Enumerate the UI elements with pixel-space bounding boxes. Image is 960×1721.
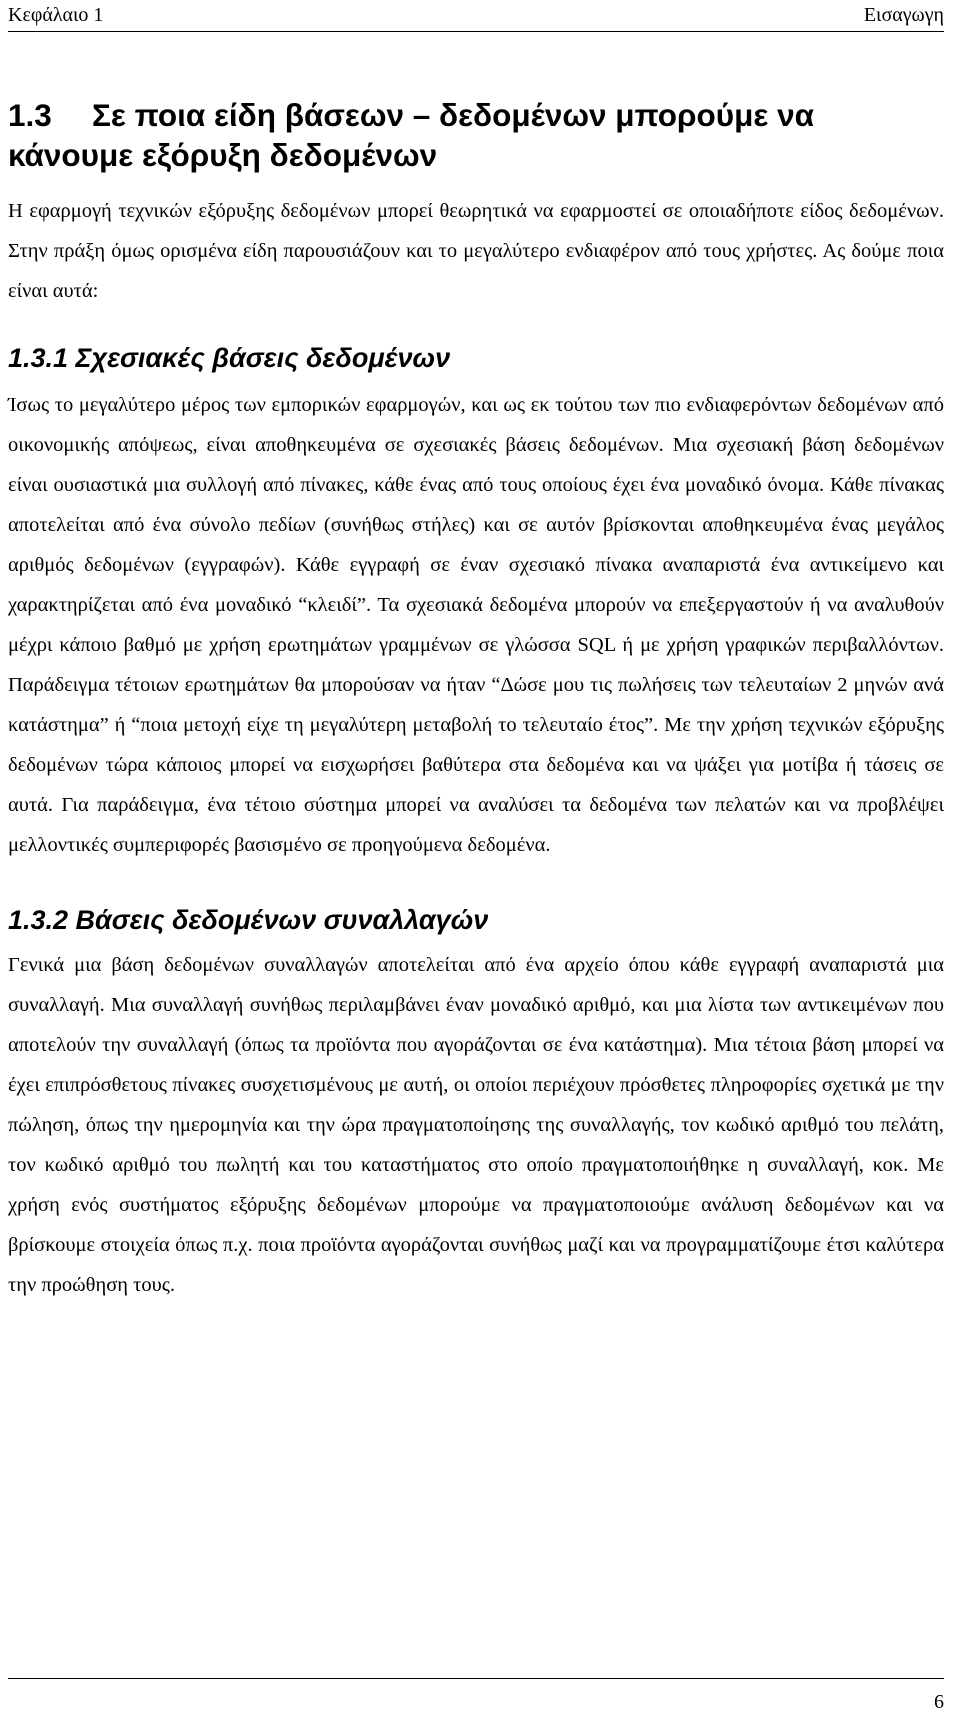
subsection-heading-transactional: 1.3.2 Βάσεις δεδομένων συναλλαγών (8, 905, 489, 935)
relational-paragraph: Ίσως το μεγαλύτερο μέρος των εμπορικών εφαρμογών, και ως εκ τούτου των πιο ενδιαφερόντων δεδομένων από οικονομικής απόψεως, είναι αποθηκευμένα σε σχεσιακές βάσεις δεδομένων. Μια σχεσιακή βάση δεδομένων είναι ουσιαστικά μια συλλογή από πίνακες, κάθε ένας από τους οποίους έχει ένα μοναδικό όνομα. Κάθε πίνακας αποτελείται από ένα σύνολο πεδίων (συνήθως στήλες) και σε αυτόν βρίσκονται αποθηκευμένα ένας μεγάλος αριθμός δεδομένων (εγγραφών). Κάθε εγγραφή σε έναν σχεσιακό πίνακα αναπαριστά ένα αντικείμενο και χαρακτηρίζεται από ένα μοναδικό “κλειδί”. Τα σχεσιακά δεδομένα μπορούν να επεξεργαστούν ή να αναλυθούν μέχρι κάποιο βαθμό με χρήση ερωτημάτων γραμμένων σε γλώσσα SQL ή με χρήση γραφικών περιβαλλόντων. Παράδειγμα τέτοιων ερωτημάτων θα μπορούσαν να ήταν “Δώσε μου τις πωλήσεις των τελευταίων 2 μηνών ανά κατάστημα” ή “ποια μετοχή είχε τη μεγαλύτερη μεταβολή το τελευταίο έτος”. Με την χρήση τεχνικών εξόρυξης δεδομένων τώρα κάποιος μπορεί να εισχωρήσει βαθύτερα στα δεδομένα και να ψάξει για μοτίβα ή τάσεις σε αυτά. Για παράδειγμα, ένα τέτοιο σύστημα μπορεί να αναλύσει τα δεδομένα των πελατών και να προβλέψει μελλοντικές συμπεριφορές βασισμένο σε προηγούμενα δεδομένα. (8, 394, 944, 856)
section-title-line2: κάνουμε εξόρυξη δεδομένων (8, 137, 438, 173)
subsection-heading-relational: 1.3.1 Σχεσιακές βάσεις δεδομένων (8, 343, 451, 373)
section-number: 1.3 (8, 97, 52, 133)
footer-rule (8, 1678, 944, 1679)
section-heading-1-3 (8, 95, 944, 175)
header-section: Εισαγωγη (863, 4, 944, 26)
section-title-line1: Σε ποια είδη βάσεων – δεδομένων μπορούμε να (92, 97, 814, 133)
transactional-paragraph: Γενικά μια βάση δεδομένων συναλλαγών αποτελείται από ένα αρχείο όπου κάθε εγγραφή αναπαριστά μια συναλλαγή. Μια συναλλαγή συνήθως περιλαμβάνει έναν μοναδικό αριθμό, και μια λίστα των αντικειμένων που αποτελούν την συναλλαγή (όπως τα προϊόντα που αγοράζονται σε ένα κατάστημα). Μια τέτοια βάση μπορεί να έχει επιπρόσθετους πίνακες συσχετισμένους με αυτή, οι οποίοι περιέχουν πρόσθετες πληροφορίες σχετικά με την πώληση, όπως την ημερομηνία και την ώρα πραγματοποίησης της συναλλαγής, τον κωδικό αριθμό του πελάτη, τον κωδικό αριθμό του πωλητή και του καταστήματος στο οποίο πραγματοποιήθηκε η συναλλαγή, κοκ. Με χρήση ενός συστήματος εξόρυξης δεδομένων μπορούμε να πραγματοποιούμε ανάλυση δεδομένων και να βρίσκουμε στοιχεία όπως π.χ. ποια προϊόντα αγοράζονται συνήθως μαζί και να προγραμματίζουμε έτσι καλύτερα την προώθηση τους. (8, 954, 944, 1296)
running-header (8, 2, 944, 32)
page-number: 6 (934, 1691, 944, 1713)
section-1-3-paragraph: Η εφαρμογή τεχνικών εξόρυξης δεδομένων μπορεί θεωρητικά να εφαρμοστεί σε οποιαδήποτε είδος δεδομένων. Στην πράξη όμως ορισμένα είδη παρουσιάζουν και το μεγαλύτερο ενδιαφέρον από τους χρήστες. Ας δούμε ποια είναι αυτά: (8, 200, 944, 302)
document-page (8, 0, 944, 1721)
page-content (8, 95, 944, 1305)
header-chapter: Κεφάλαιο 1 (8, 4, 104, 26)
header-rule (8, 31, 944, 32)
